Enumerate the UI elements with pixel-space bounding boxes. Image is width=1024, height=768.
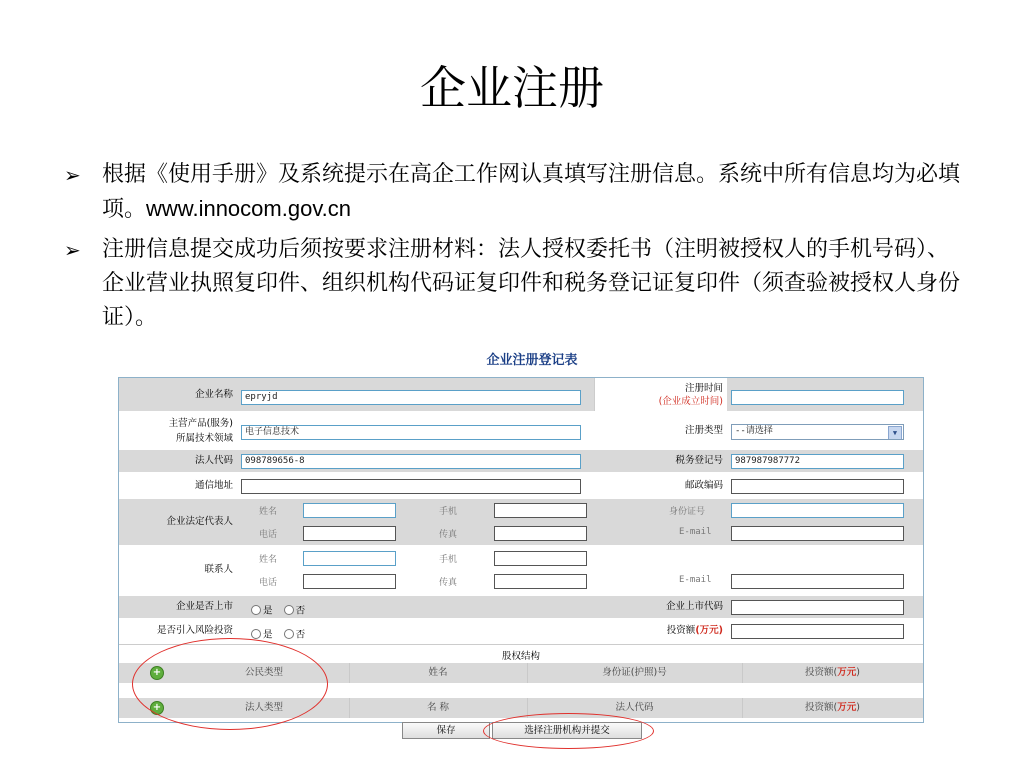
citizen-amount-unit: 万元 — [837, 667, 857, 678]
row-contact — [119, 547, 923, 593]
rep-name-label: 姓名 — [259, 507, 278, 517]
tech-field-label: 所属技术领域 — [175, 433, 233, 444]
citizen-amount-close: ) — [856, 667, 860, 678]
legal-rep-label: 企业法定代表人 — [166, 516, 233, 527]
legal-amount-unit: 万元 — [837, 702, 857, 713]
citizen-amount-header — [742, 663, 923, 683]
vc-yes-label: 是 — [263, 629, 273, 641]
legal-amount-label: 投资额( — [805, 702, 838, 713]
listed-radio-group — [245, 599, 305, 618]
row-listed — [119, 596, 923, 618]
postcode-field[interactable] — [731, 479, 904, 494]
website-url: www.innocom.gov.cn — [146, 196, 352, 221]
investment-unit: (万元) — [695, 625, 723, 636]
row-legal-code — [119, 450, 923, 472]
contact-mobile-field[interactable] — [494, 551, 587, 566]
row-main-product — [119, 414, 923, 447]
contact-label: 联系人 — [204, 564, 233, 575]
form-title: 企业注册登记表 — [486, 353, 578, 368]
rep-fax-field[interactable] — [494, 526, 587, 541]
contact-name-label: 姓名 — [259, 555, 278, 565]
main-product-label: 主营产品(服务) — [168, 418, 233, 429]
contact-email-field[interactable] — [731, 574, 904, 589]
legal-name-header: 名 称 — [349, 698, 528, 718]
listed-code-label: 企业上市代码 — [665, 601, 723, 612]
legal-amount-close: ) — [856, 702, 860, 713]
bullet-text: 根据《使用手册》及系统提示在高企工作网认真填写注册信息。系统中所有信息均为必填项。 — [102, 162, 961, 222]
contact-phone-label: 电话 — [259, 578, 278, 588]
investment-label-cell — [594, 624, 727, 637]
citizen-name-header: 姓名 — [349, 663, 528, 683]
row-address — [119, 475, 923, 497]
bullet-item — [64, 233, 964, 335]
legal-code-field[interactable]: 098789656-8 — [241, 454, 581, 469]
vc-no-radio[interactable] — [284, 629, 294, 639]
address-field[interactable] — [241, 479, 581, 494]
rep-fax-label: 传真 — [439, 530, 458, 540]
row-company-name — [119, 378, 923, 411]
investment-label: 投资额 — [666, 625, 696, 636]
listed-yes-label: 是 — [263, 605, 273, 617]
legal-code-header: 法人代码 — [527, 698, 743, 718]
contact-fax-label: 传真 — [439, 578, 458, 588]
address-label: 通信地址 — [194, 480, 233, 491]
equity-header: 股权结构 — [501, 651, 540, 662]
citizen-type-header: 公民类型 — [179, 663, 350, 683]
listed-no-label: 否 — [295, 605, 306, 617]
tax-no-label: 税务登记号 — [675, 455, 723, 466]
rep-id-field[interactable] — [731, 503, 904, 518]
legal-type-header: 法人类型 — [179, 698, 350, 718]
slide-title: 企业注册 — [420, 61, 604, 115]
annotation-ellipse-left — [132, 638, 328, 730]
contact-email-label: E-mail — [679, 575, 712, 585]
vc-yes-radio[interactable] — [251, 629, 261, 639]
rep-email-label: E-mail — [679, 527, 712, 537]
contact-fax-field[interactable] — [494, 574, 587, 589]
rep-phone-label: 电话 — [259, 530, 278, 540]
reg-type-value: --请选择 — [735, 426, 773, 436]
rep-id-label: 身份证号 — [669, 507, 706, 517]
investment-field[interactable] — [731, 624, 904, 639]
reg-time-label: 注册时间 — [684, 383, 723, 394]
rep-phone-field[interactable] — [303, 526, 396, 541]
reg-type-select[interactable] — [731, 424, 904, 440]
arrow-bullet-icon: ➢ — [64, 238, 81, 262]
bullet-item — [64, 158, 964, 227]
legal-amount-header — [742, 698, 923, 718]
row-legal-rep — [119, 499, 923, 545]
vc-no-label: 否 — [295, 629, 306, 641]
rep-name-field[interactable] — [303, 503, 396, 518]
citizen-amount-label: 投资额( — [805, 667, 838, 678]
listed-yes-radio[interactable] — [251, 605, 261, 615]
reg-time-sub-label: (企业成立时间) — [658, 396, 723, 407]
reg-type-label: 注册类型 — [684, 425, 723, 436]
contact-mobile-label: 手机 — [439, 555, 458, 565]
chevron-down-icon[interactable]: ▼ — [888, 426, 902, 440]
listed-no-radio[interactable] — [284, 605, 294, 615]
vc-label: 是否引入风险投资 — [156, 625, 233, 636]
contact-name-field[interactable] — [303, 551, 396, 566]
rep-email-field[interactable] — [731, 526, 904, 541]
legal-code-label: 法人代码 — [194, 455, 233, 466]
bullet-text: 注册信息提交成功后须按要求注册材料：法人授权委托书（注明被授权人的手机号码）、企业营业执照复印件、组织机构代码证复印件和税务登记证复印件（须查验被授权人身份证）。 — [102, 237, 961, 330]
company-name-field[interactable]: epryjd — [241, 390, 581, 405]
citizen-id-header: 身份证(护照)号 — [527, 663, 743, 683]
annotation-ellipse-submit — [483, 713, 654, 749]
submit-button[interactable]: 选择注册机构并提交 — [492, 722, 642, 739]
plus-circle-icon[interactable]: + — [150, 701, 164, 715]
save-button[interactable]: 保存 — [402, 722, 490, 739]
listed-code-field[interactable] — [731, 600, 904, 615]
reg-time-field[interactable] — [731, 390, 904, 405]
contact-phone-field[interactable] — [303, 574, 396, 589]
rep-mobile-label: 手机 — [439, 507, 458, 517]
main-product-field[interactable]: 电子信息技术 — [241, 425, 581, 440]
postcode-label: 邮政编码 — [684, 480, 723, 491]
plus-circle-icon[interactable]: + — [150, 666, 164, 680]
reg-time-label-cell — [594, 378, 727, 411]
company-name-label: 企业名称 — [194, 389, 233, 400]
rep-mobile-field[interactable] — [494, 503, 587, 518]
bullet-list — [64, 158, 964, 341]
arrow-bullet-icon: ➢ — [64, 163, 81, 187]
tax-no-field[interactable]: 987987987772 — [731, 454, 904, 469]
listed-label: 企业是否上市 — [175, 601, 233, 612]
